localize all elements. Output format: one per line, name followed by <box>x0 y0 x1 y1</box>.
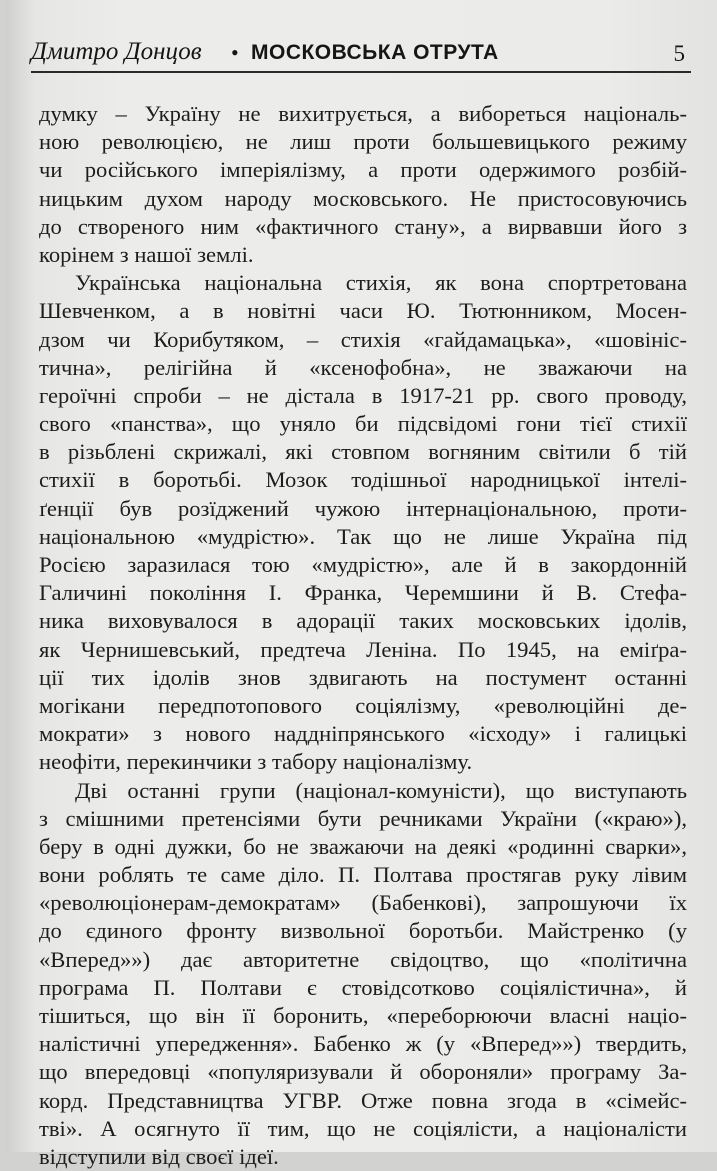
text-line: ґенції був розїджений чужою інтернаціональною, проти- <box>39 495 687 521</box>
text-line: тична», релігійна й «ксенофобна», не зважаючи на <box>39 354 687 380</box>
book-page <box>6 0 717 1169</box>
text-line: героїчні спроби – не дістала в 1917-21 рр. свого проводу, <box>39 382 687 408</box>
header-separator: • <box>231 40 239 65</box>
text-line: до створеного ним «фактичного стану», а вирвавши його з <box>39 213 687 239</box>
text-line: ницьким духом народу московського. Не пристосовуючись <box>39 185 687 211</box>
text-line: в різьблені скрижалі, які стовпом вогняним світили б тій <box>39 439 687 465</box>
text-line: налістичні упередження». Бабенко ж (у «Вперед»») твердить, <box>39 1031 687 1057</box>
text-line: корінем з нашої землі. <box>39 241 254 267</box>
text-line: могікани передпотопового соціялізму, «революційні де- <box>39 692 687 718</box>
text-line: Шевченком, а в новітні часи Ю. Тютюнником, Мосен- <box>39 298 687 324</box>
text-line: що впередовці «популяризували й обороняли» програму За- <box>39 1059 687 1085</box>
text-line: відступили від своєї ідеї. <box>39 1143 279 1169</box>
text-line: національною «мудрістю». Так що не лише Україна під <box>39 523 687 549</box>
header-author: Дмитро Донцов <box>31 38 202 65</box>
text-line: ника виховувалося в адорації таких московських ідолів, <box>39 608 687 634</box>
text-line: беру в одні дужки, бо не зважаючи на деякі «родинні сварки», <box>39 833 687 859</box>
text-line: ною революцією, не лиш проти большевицького режиму <box>39 129 687 155</box>
text-line: ції тих ідолів знов здвигають на постумент останні <box>39 664 687 690</box>
text-line: вони роблять те саме діло. П. Полтава простягав руку лівим <box>39 862 687 888</box>
text-line: до єдиного фронту визвольної боротьби. Майстренко (у <box>39 918 687 944</box>
text-line: «Вперед»») дає авторитетне свідоцтво, що «політична <box>39 946 687 972</box>
text-line: тві». А осягнуто її тим, що не соціялісти, а націоналісти <box>39 1115 687 1141</box>
page-number: 5 <box>673 41 685 66</box>
text-line: тішиться, що він її боронить, «переборюючи власні націо- <box>39 1003 687 1028</box>
text-line: неофіти, перекинчики з табору націоналізму. <box>39 749 473 775</box>
text-line: програма П. Полтави є стовідсотково соціялістична», й <box>39 974 687 1000</box>
text-line: дзом чи Корибутяком, – стихія «гайдамацька», «шовініс- <box>39 326 687 352</box>
text-line: чи російського імперіялізму, а проти одержимого розбій- <box>39 157 687 183</box>
text-line: Галичині покоління І. Франка, Черемшини й В. Стефа- <box>39 580 687 606</box>
text-line: мократи» з нового наддніпрянського «ісходу» і галицькі <box>39 721 687 747</box>
text-line: Дві останні групи (націонал-комуністи), що виступають <box>75 777 687 803</box>
body-text <box>39 100 687 1171</box>
running-header <box>31 38 691 74</box>
text-line: Росією заразилася тою «мудрістю», але й в закордонній <box>39 552 687 577</box>
text-line: Українська національна стихія, як вона спортретована <box>75 270 687 296</box>
text-line: думку – Україну не вихитрується, а вибореться національ- <box>39 101 687 126</box>
header-rule <box>31 71 691 73</box>
text-line: корд. Представництва УГВР. Отже повна згода в «сімейс- <box>39 1087 687 1113</box>
text-line: з смішними претенсіями бути речниками України («краю»), <box>39 805 687 831</box>
text-line: «революціонерам-демократам» (Бабенкові), запрошуючи їх <box>39 890 687 916</box>
text-line: свого «панства», що уняло би підсвідомі гони тієї стихії <box>39 411 687 437</box>
header-book-title: МОСКОВСЬКА ОТРУТА <box>251 41 499 64</box>
text-line: як Чернишевський, предтеча Леніна. По 1945, на еміґра- <box>39 636 687 662</box>
text-line: стихії в боротьбі. Мозок тодішньої народницької інтелі- <box>39 467 687 493</box>
